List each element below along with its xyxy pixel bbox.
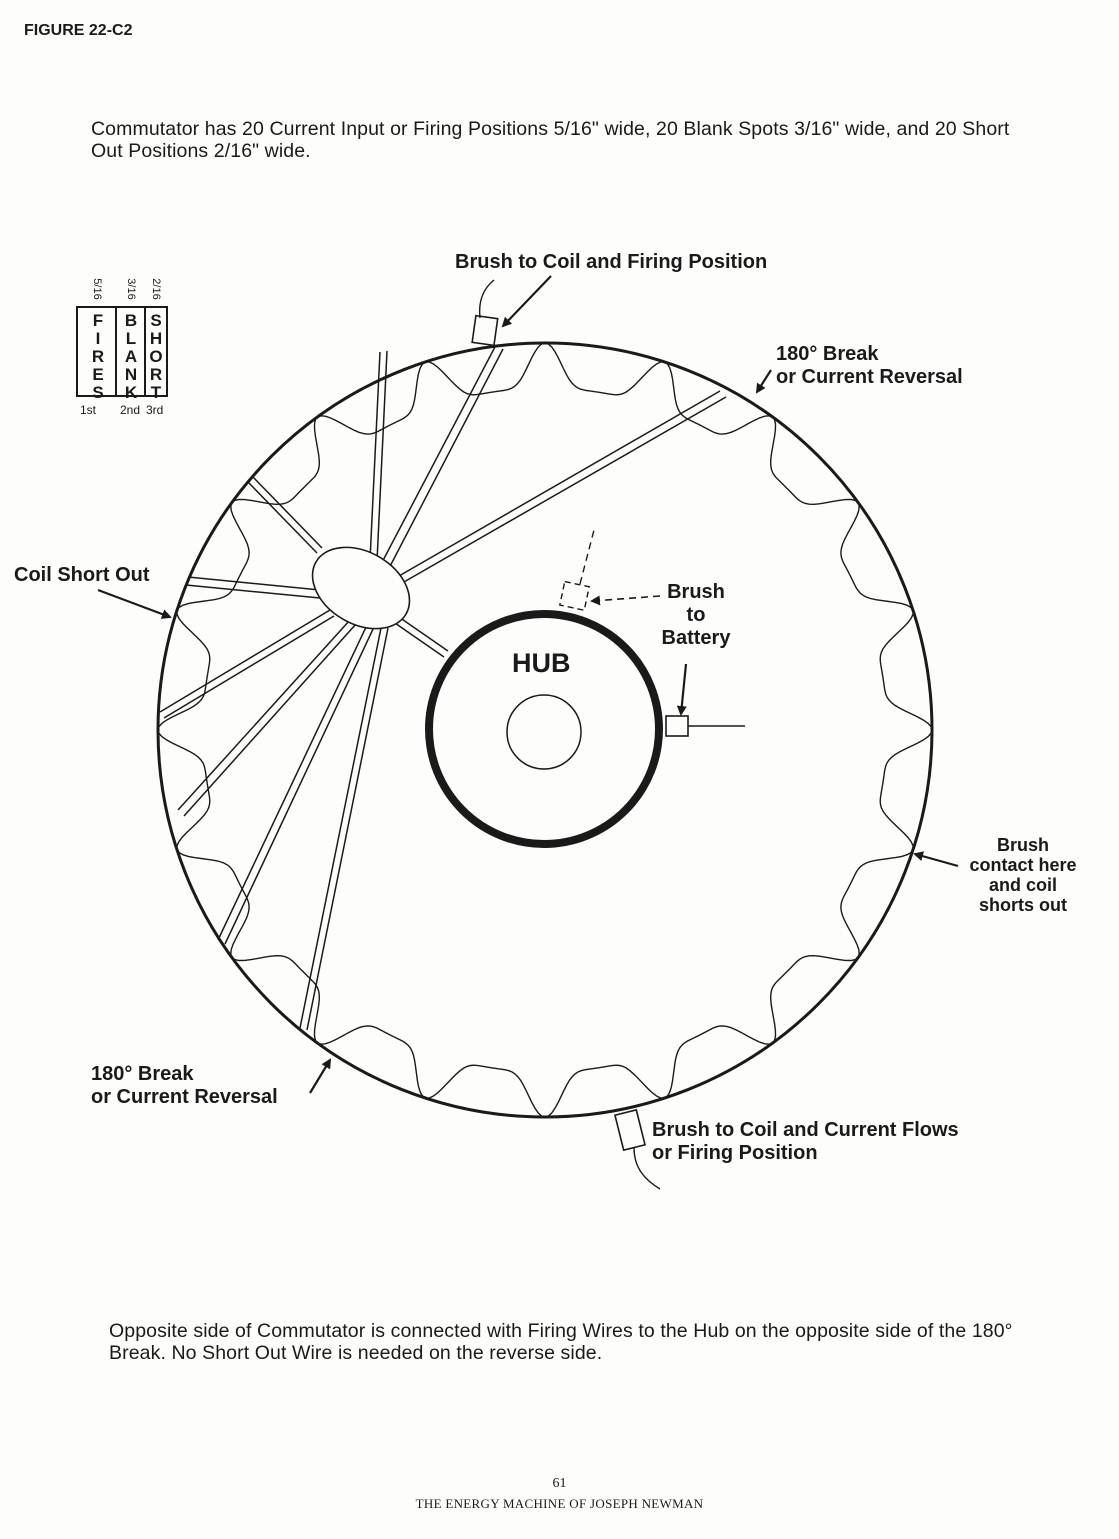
- battery-brush: [666, 716, 688, 736]
- label-brush-bottom-line1: Brush to Coil and Current Flows: [652, 1119, 959, 1141]
- legend-column-fires: [87, 311, 109, 403]
- label-break-bottom-line2: or Current Reversal: [91, 1086, 278, 1108]
- label-break-top-line1: 180° Break: [776, 343, 879, 365]
- label-brush-contact-line4: shorts out: [979, 895, 1067, 915]
- label-brush-battery: [656, 581, 736, 650]
- label-break-bottom: [91, 1063, 278, 1109]
- legend-order-2: 2nd: [120, 403, 141, 417]
- hub-label: HUB: [512, 648, 571, 678]
- label-brush-battery-line3: Battery: [661, 627, 731, 649]
- legend-order-3: 3rd: [146, 403, 164, 417]
- label-coil-short-out: Coil Short Out: [14, 564, 150, 586]
- legend-width-2: 3/16: [125, 278, 137, 300]
- top-brush: [472, 316, 498, 346]
- legend-letters: SHORT: [146, 311, 166, 401]
- label-brush-top: Brush to Coil and Firing Position: [455, 251, 768, 273]
- legend-letters: FIRES: [88, 311, 108, 401]
- label-brush-contact-line1: Brush: [996, 835, 1049, 855]
- legend-width-1: 5/16: [91, 278, 103, 300]
- label-brush-contact-line2: contact here: [969, 855, 1077, 875]
- page-number: 61: [552, 1476, 567, 1491]
- label-brush-contact-line3: and coil: [988, 875, 1057, 895]
- legend-letters: BLANK: [121, 311, 141, 401]
- label-break-bottom-line1: 180° Break: [91, 1063, 194, 1085]
- legend-column-short: [145, 311, 167, 403]
- label-brush-bottom-line2: or Firing Position: [652, 1142, 818, 1164]
- label-break-top-line2: or Current Reversal: [776, 366, 963, 388]
- book-title: THE ENERGY MACHINE OF JOSEPH NEWMAN: [415, 1496, 704, 1511]
- dashed-brush: [560, 582, 589, 611]
- label-break-top: [776, 343, 963, 389]
- wire-junction-oval: [298, 531, 424, 645]
- caption-bottom: Opposite side of Commutator is connected with Firing Wires to the Hub on the opposite side of the 180° Break. No Short Out Wire is needed on the reverse side.: [109, 1320, 1013, 1364]
- legend-width-3: 2/16: [150, 278, 162, 300]
- label-brush-contact: [958, 835, 1088, 915]
- label-brush-battery-line1: Brush: [667, 581, 725, 603]
- legend-column-blank: [120, 311, 142, 403]
- caption-top: Commutator has 20 Current Input or Firing Positions 5/16" wide, 20 Blank Spots 3/16" wide, and 20 Short Out Positions 2/16" wide.: [91, 118, 1010, 162]
- label-brush-bottom: [652, 1119, 959, 1165]
- label-brush-battery-line2: to: [686, 604, 706, 626]
- bottom-brush: [615, 1110, 645, 1150]
- legend-order-1: 1st: [80, 403, 97, 417]
- figure-label: FIGURE 22-C2: [24, 22, 133, 39]
